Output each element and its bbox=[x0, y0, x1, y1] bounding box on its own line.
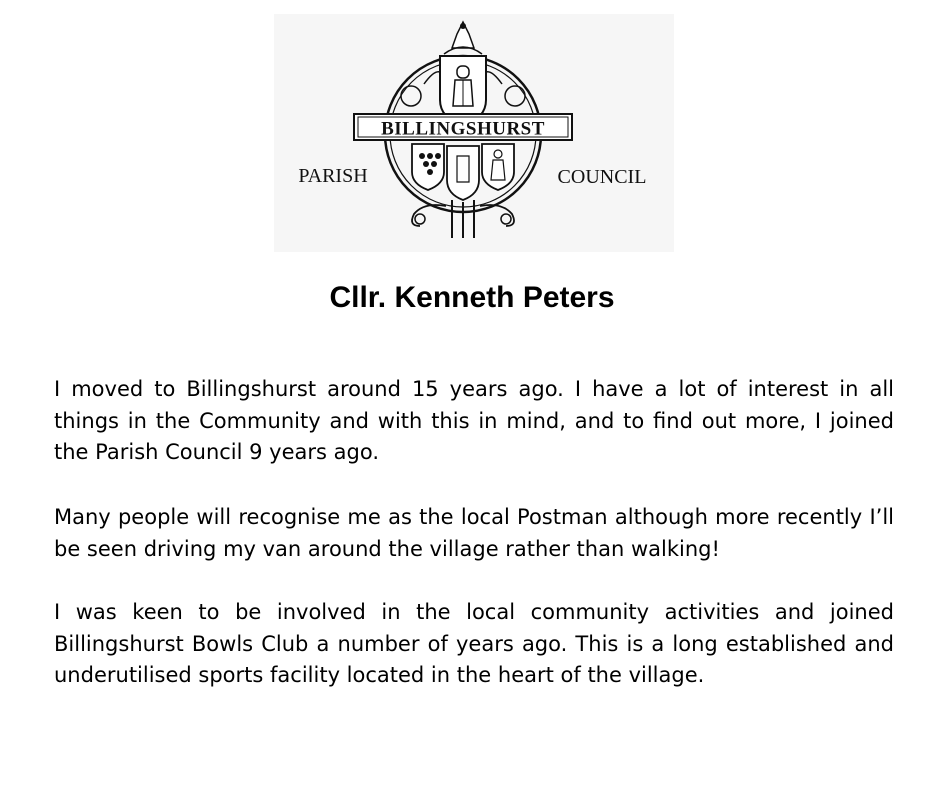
paragraph-2: Many people will recognise me as the local Postman although more recently I’ll be seen driving my van around the village rather than walking! bbox=[54, 505, 894, 561]
crest-emblem bbox=[274, 14, 674, 252]
logo-parish-word: PARISH bbox=[298, 165, 368, 187]
paragraph-1: I moved to Billingshurst around 15 years ago. I have a lot of interest in all things in the Community and with this in mind, and to find out more, I joined the Parish Council 9 years ago. bbox=[54, 377, 894, 464]
logo-council-word: COUNCIL bbox=[557, 166, 647, 188]
page-title: Cllr. Kenneth Peters bbox=[329, 281, 615, 314]
paragraph-3: I was keen to be involved in the local community activities and joined Billingshurst Bowls Club a number of years ago. This is a long established and underutilised sports facility located in the heart of the village. bbox=[54, 600, 894, 687]
logo-town-name: BILLINGSHURST bbox=[381, 118, 545, 140]
parish-council-logo bbox=[274, 14, 674, 252]
